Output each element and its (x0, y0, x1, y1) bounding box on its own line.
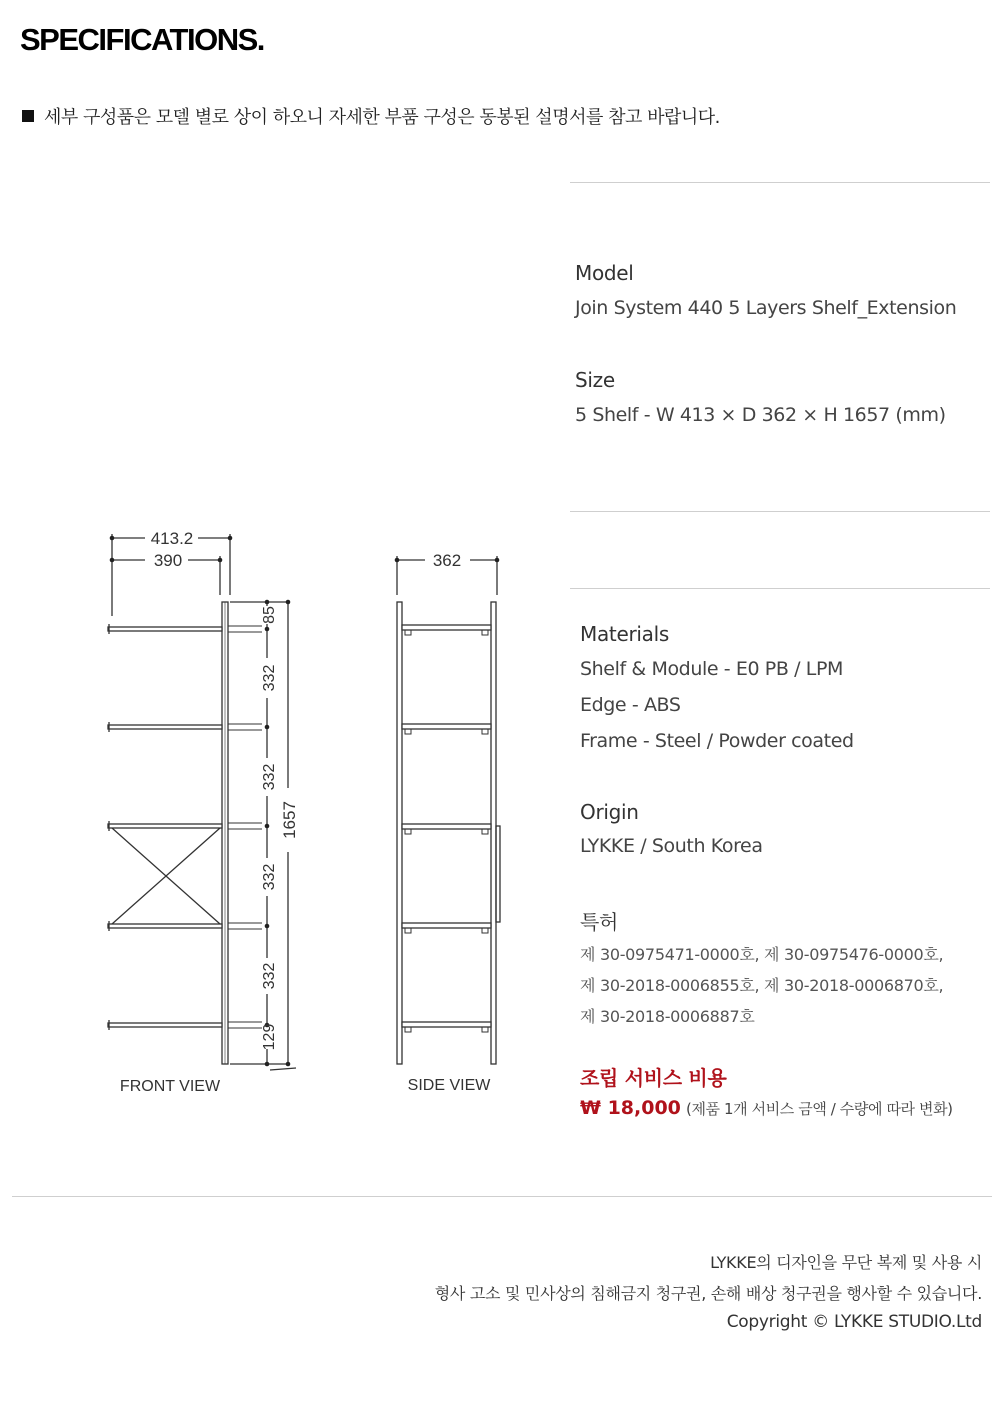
patent-line: 제 30-2018-0006887호 (580, 1007, 755, 1026)
dimension-drawing (0, 520, 560, 1120)
service-price: ₩ 18,000 (580, 1097, 681, 1119)
gap-bottom-label: 129 (261, 1023, 278, 1051)
front-shelves (108, 627, 222, 1027)
gap-shelf-label: 332 (261, 763, 278, 791)
footer-divider (12, 1196, 992, 1197)
notice (22, 103, 720, 129)
side-shelves (402, 625, 491, 1027)
side-brackets (405, 630, 488, 1032)
materials-label: Materials (580, 622, 669, 646)
post-connectors (228, 626, 262, 1028)
patent-label: 특허 (580, 910, 619, 934)
gap-shelf-label: 332 (261, 962, 278, 990)
side-view-label: SIDE VIEW (407, 1077, 491, 1094)
front-total-width: 413.2 (150, 529, 194, 548)
page-title: SPECIFICATIONS. (20, 22, 264, 57)
gap-shelf-label: 332 (261, 863, 278, 891)
total-height-label: 1657 (280, 801, 299, 839)
size-label: Size (575, 368, 615, 392)
divider (570, 511, 990, 512)
materials-item: Frame - Steel / Powder coated (580, 730, 854, 752)
copyright: Copyright © LYKKE STUDIO.Ltd (726, 1312, 982, 1332)
patent-line: 제 30-2018-0006855호, 제 30-2018-0006870호, (580, 976, 944, 995)
front-view-label: FRONT VIEW (119, 1078, 221, 1095)
footer-line: 형사 고소 및 민사상의 침해금지 청구권, 손해 배상 청구권을 행사할 수 있습니다. (434, 1284, 982, 1303)
patent-line: 제 30-0975471-0000호, 제 30-0975476-0000호, (580, 945, 944, 964)
gap-shelf-label: 332 (261, 664, 278, 692)
side-posts (397, 602, 500, 1064)
origin-value: LYKKE / South Korea (580, 835, 763, 857)
size-value: 5 Shelf - W 413 × D 362 × H 1657 (mm) (575, 404, 946, 426)
service-label: 조립 서비스 비용 (580, 1066, 727, 1090)
footer-line: LYKKE의 디자인을 무단 복제 및 사용 시 (710, 1253, 982, 1272)
model-label: Model (575, 261, 634, 285)
divider (570, 182, 990, 183)
origin-label: Origin (580, 800, 639, 824)
materials-item: Edge - ABS (580, 694, 681, 716)
notice-text: 세부 구성품은 모델 별로 상이 하오니 자세한 부품 구성은 동봉된 설명서를 참고 바랍니다. (44, 107, 720, 128)
service-price-row (580, 1097, 953, 1119)
cross-brace (112, 828, 220, 924)
model-value: Join System 440 5 Layers Shelf_Extension (575, 297, 957, 319)
side-depth-label: 362 (432, 551, 462, 570)
divider (570, 588, 990, 589)
service-note: (제품 1개 서비스 금액 / 수량에 따라 변화) (686, 1100, 953, 1118)
gap-top-label: 85 (261, 606, 278, 624)
front-shelf-width: 390 (153, 551, 183, 570)
square-bullet-icon (22, 110, 34, 122)
materials-item: Shelf & Module - E0 PB / LPM (580, 658, 844, 680)
